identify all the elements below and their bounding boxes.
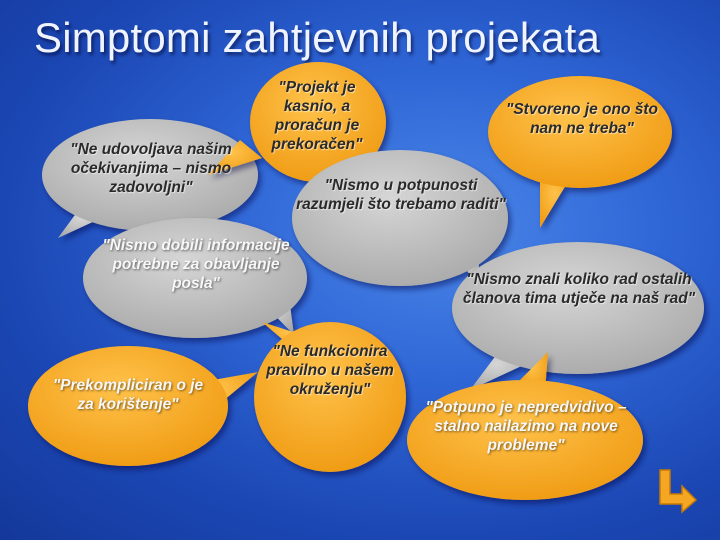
quote-nismo-znali: "Nismo znali koliko rad ostalih članova tima utječe na naš rad": [462, 271, 696, 307]
bubble-stvoreno: [488, 76, 672, 228]
quote-prekompliciran: "Prekompliciran o je za korištenje": [52, 377, 204, 413]
quote-ne-udovoljava: "Ne udovoljava našim očekivanjima – nismo zadovoljni": [70, 141, 232, 196]
quote-projekt-kasnio: "Projekt je kasnio, a proračun je prekoračen": [271, 79, 363, 153]
slide-title: Simptomi zahtjevnih projekata: [34, 14, 601, 61]
quote-stvoreno: "Stvoreno je ono što nam ne treba": [505, 101, 659, 137]
return-arrow-icon[interactable]: [654, 468, 700, 514]
quote-nismo-razumjeli: "Nismo u potpunosti razumjeli što trebamo raditi": [296, 177, 506, 213]
quote-nepredvidivo: "Potpuno je nepredvidivo – stalno nailazimo na nove probleme": [425, 399, 627, 454]
bubble-nismo-razumjeli: [292, 150, 508, 290]
bubble-nismo-znali: [452, 242, 704, 390]
quote-ne-funkcionira: "Ne funkcionira pravilno u našem okruženju": [266, 343, 394, 398]
quote-nismo-dobili: "Nismo dobili informacije potrebne za obavljanje posla": [102, 237, 290, 292]
